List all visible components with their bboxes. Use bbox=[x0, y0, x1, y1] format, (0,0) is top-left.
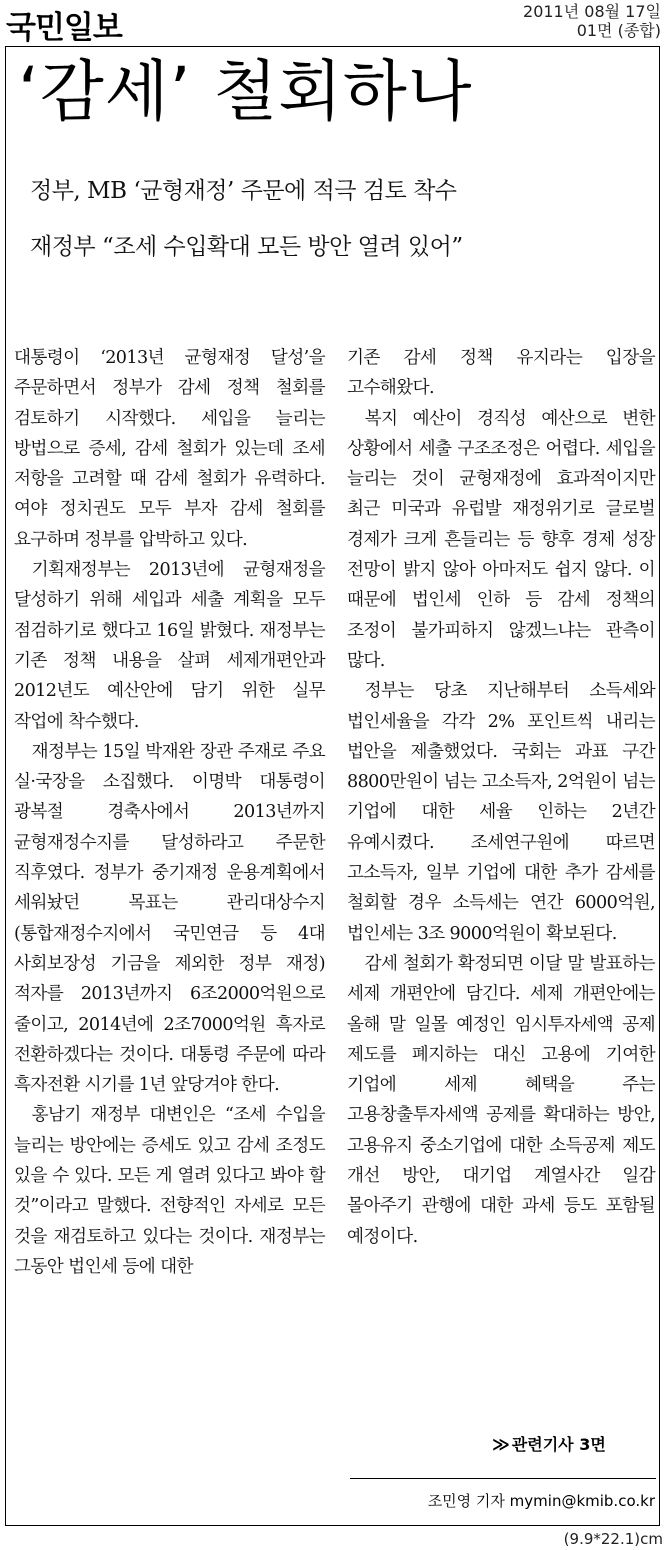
paragraph: 홍남기 재정부 대변인은 “조세 수입을 늘리는 방안에는 증세도 있고 감세 조정도 있을 수 있다. 모든 게 열려 있다고 봐야 할 것”이라고 말했다. 전향적인 자세로 모든 것을 재검토하고 있다는 것이다. 재정부는 그동안 법인세 등에 대한 bbox=[14, 1105, 325, 1277]
issue-date: 2011년 08월 17일 bbox=[523, 2, 661, 21]
related-article-label: 관련기사 3면 bbox=[511, 1435, 606, 1454]
paragraph: 복지 예산이 경직성 예산으로 변한 상황에서 세출 구조조정은 어렵다. 세입을 늘리는 것이 균형재정에 효과적이지만 최근 미국과 유럽발 재정위기로 글로벌 경제가 크게 흔들리는 등 향후 경제 성장 전망이 밝지 않아 아마저도 쉽지 않다. 이 때문에 법인세 인하 등 감세 정책의 조정이 불가피하지 않겠느냐는 관측이 많다. bbox=[347, 408, 655, 671]
masthead-logo: 국민일보 bbox=[6, 10, 122, 46]
paragraph: 기획재정부는 2013년에 균형재정을 달성하기 위해 세입과 세출 계획을 모두 점검하기로 했다고 16일 밝혔다. 재정부는 기존 정책 내용을 살펴 세제개편안과 2012년도 예산안에 담기 위한 실무 작업에 착수했다. bbox=[14, 560, 325, 732]
body-column-right bbox=[347, 343, 655, 1252]
byline: 조민영 기자 mymin@kmib.co.kr bbox=[427, 1492, 655, 1510]
related-article-link bbox=[492, 1432, 606, 1455]
byline-divider bbox=[350, 1478, 656, 1479]
paragraph: 감세 철회가 확정되면 이달 말 발표하는 세제 개편안에 담긴다. 세제 개편안에는 올해 말 일몰 예정인 임시투자세액 공제 제도를 폐지하는 대신 고용에 기여한 기업에 세제 혜택을 주는 고용창출투자세액 공제를 확대하는 방안, 고용유지 중소기업에 대한 소득공제 제도 개선 방안, 대기업 계열사간 일감 몰아주기 관행에 대한 과세 등도 포함될 예정이다. bbox=[347, 953, 655, 1247]
issue-info bbox=[523, 2, 661, 40]
paragraph: 기존 감세 정책 유지라는 입장을 고수해왔다. bbox=[347, 348, 655, 399]
subheadline-2: 재정부 “조세 수입확대 모든 방안 열려 있어” bbox=[30, 234, 463, 260]
double-chevron-right-icon: ≫ bbox=[492, 1435, 506, 1455]
page-section: 01면 (종합) bbox=[576, 21, 661, 40]
paragraph: 대통령이 ‘2013년 균형재정 달성’을 주문하면서 정부가 감세 정책 철회를 검토하기 시작했다. 세입을 늘리는 방법으로 증세, 감세 철회가 있는데 조세 저항을 고려할 때 감세 철회가 유력하다. 여야 정치권도 모두 부자 감세 철회를 요구하며 정부를 압박하고 있다. bbox=[14, 348, 325, 550]
headline: ‘감세’ 철회하나 bbox=[18, 53, 473, 130]
article-size-note: (9.9*22.1)cm bbox=[563, 1530, 663, 1548]
paragraph: 정부는 당초 지난해부터 소득세와 법인세율을 각각 2% 포인트씩 내리는 법안을 제출했었다. 국회는 과표 구간 8800만원이 넘는 고소득자, 2억원이 넘는 기업에 대한 세율 인하는 2년간 유예시켰다. 조세연구원에 따르면 고소득자, 일부 기업에 대한 추가 감세를 철회할 경우 소득세는 연간 6000억원, 법인세는 3조 9000억원이 확보된다. bbox=[347, 681, 655, 944]
paragraph: 재정부는 15일 박재완 장관 주재로 주요 실·국장을 소집했다. 이명박 대통령이 광복절 경축사에서 2013년까지 균형재정수지를 달성하라고 주문한 직후였다. 정부가 중기재정 운용계획에서 세워놨던 목표는 관리대상수지(통합재정수지에서 국민연금 등 4대 사회보장성 기금을 제외한 정부 재정) 적자를 2013년까지 6조2000억원으로 줄이고, 2014년에 2조7000억원 흑자로 전환하겠다는 것이다. 대통령 주문에 따라 흑자전환 시기를 1년 앞당겨야 한다. bbox=[14, 741, 325, 1096]
header bbox=[0, 0, 667, 50]
body-column-left bbox=[14, 343, 325, 1282]
subheadline-1: 정부, MB ‘균형재정’ 주문에 적극 검토 착수 bbox=[30, 178, 457, 204]
